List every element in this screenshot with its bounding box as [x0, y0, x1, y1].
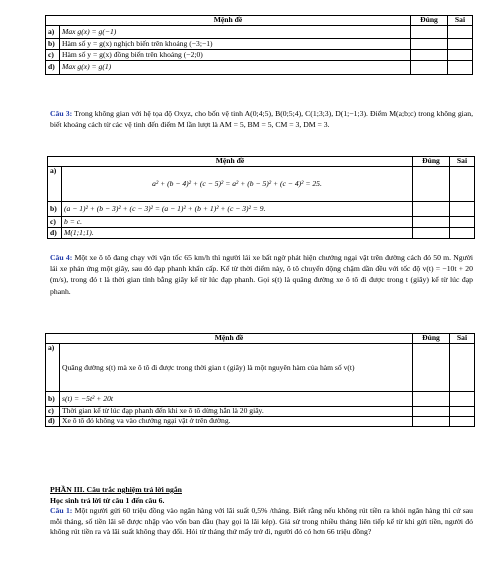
- statement-table-3: [45, 333, 475, 427]
- table-row: [48, 202, 475, 217]
- statement-text: Max g(x) = g(−1): [60, 26, 411, 39]
- true-checkbox[interactable]: [413, 407, 450, 417]
- table-row: [46, 392, 475, 407]
- table-header: Đúng: [413, 157, 450, 167]
- row-label: a): [46, 344, 60, 392]
- table-row: [46, 26, 473, 39]
- statement-text: (a − 1)² + (b − 3)² + (c − 3)² = (a − 1)² + (b + 1)² + (c − 3)² = 9.: [62, 202, 413, 217]
- statement-text: Hàm số y = g(x) nghịch biến trên khoảng (−3;−1): [60, 39, 411, 50]
- false-checkbox[interactable]: [450, 228, 475, 239]
- table-header: Sai: [450, 157, 475, 167]
- true-checkbox[interactable]: [413, 228, 450, 239]
- false-checkbox[interactable]: [450, 392, 475, 407]
- true-checkbox[interactable]: [413, 202, 450, 217]
- false-checkbox[interactable]: [448, 26, 473, 39]
- question-text: Một người gửi 60 triệu đồng vào ngân hàng với lãi suất 0,5% /tháng. Biết rằng nếu không rút tiền ra khỏi ngân hàng thì cứ sau mỗi tháng, số tiền lãi sẽ được nhập vào vốn ban đầu (hay gọi là lãi kép). Giả sử trong nhiều tháng liên tiếp kể từ khi gửi tiền, người đó không rút tiền ra và lãi suất không thay đổi. Hỏi từ tháng thứ mấy trở đi, người đó có hơn 66 triệu đồng?: [50, 506, 473, 536]
- table-row: [46, 50, 473, 61]
- question-label: Câu 4:: [50, 253, 73, 262]
- statement-text: Quãng đường s(t) mà xe ô tô đi được trong thời gian t (giây) là một nguyên hàm của hàm số v(t): [60, 344, 413, 392]
- table-header: Sai: [448, 16, 473, 26]
- section-heading: PHẦN III. Câu trắc nghiệm trả lời ngắn: [50, 485, 182, 494]
- row-label: a): [46, 26, 60, 39]
- table-row: [46, 61, 473, 75]
- row-label: b): [46, 39, 60, 50]
- row-label: c): [46, 407, 60, 417]
- statement-table-2: [47, 156, 475, 239]
- table-row: [48, 217, 475, 228]
- row-label: d): [46, 417, 60, 427]
- true-checkbox[interactable]: [413, 417, 450, 427]
- row-label: c): [48, 217, 62, 228]
- false-checkbox[interactable]: [448, 61, 473, 75]
- statement-text: a² + (b − 4)² + (c − 5)² = a² + (b − 5)² + (c − 4)² = 25.: [62, 167, 413, 202]
- false-checkbox[interactable]: [450, 202, 475, 217]
- table-row: [46, 407, 475, 417]
- table-row: [46, 39, 473, 50]
- table-header: Sai: [450, 334, 475, 344]
- question-label: Câu 1:: [50, 506, 73, 515]
- statement-text: Hàm số y = g(x) đồng biến trên khoảng (−2;0): [60, 50, 411, 61]
- table-header: Đúng: [413, 334, 450, 344]
- true-checkbox[interactable]: [413, 217, 450, 228]
- false-checkbox[interactable]: [448, 50, 473, 61]
- table-row: [48, 228, 475, 239]
- question-4: [50, 252, 473, 297]
- statement-table-1: [45, 15, 473, 75]
- false-checkbox[interactable]: [450, 167, 475, 202]
- table-row: [46, 417, 475, 427]
- true-checkbox[interactable]: [413, 167, 450, 202]
- true-checkbox[interactable]: [411, 39, 448, 50]
- row-label: b): [48, 202, 62, 217]
- false-checkbox[interactable]: [448, 39, 473, 50]
- row-label: c): [46, 50, 60, 61]
- table-row: [48, 167, 475, 202]
- false-checkbox[interactable]: [450, 417, 475, 427]
- row-label: d): [48, 228, 62, 239]
- row-label: a): [48, 167, 62, 202]
- false-checkbox[interactable]: [450, 407, 475, 417]
- statement-text: Xe ô tô đó không va vào chướng ngại vật ở trên đường.: [60, 417, 413, 427]
- true-checkbox[interactable]: [411, 50, 448, 61]
- statement-text: M(1;1;1).: [62, 228, 413, 239]
- section-subheading: Học sinh trả lời từ câu 1 đến câu 6.: [50, 495, 165, 505]
- table-row: [46, 344, 475, 392]
- true-checkbox[interactable]: [413, 392, 450, 407]
- question-1: [50, 506, 473, 538]
- statement-text: Max g(x) = g(1): [60, 61, 411, 75]
- question-label: Câu 3:: [50, 109, 73, 118]
- statement-text: Thời gian kể từ lúc đạp phanh đến khi xe ô tô dừng hẳn là 20 giây.: [60, 407, 413, 417]
- true-checkbox[interactable]: [411, 26, 448, 39]
- false-checkbox[interactable]: [450, 217, 475, 228]
- row-label: b): [46, 392, 60, 407]
- table-header: Đúng: [411, 16, 448, 26]
- table-header: Mệnh đề: [46, 334, 413, 344]
- true-checkbox[interactable]: [413, 344, 450, 392]
- false-checkbox[interactable]: [450, 344, 475, 392]
- true-checkbox[interactable]: [411, 61, 448, 75]
- table-header: Mệnh đề: [46, 16, 411, 26]
- statement-text: b = c.: [62, 217, 413, 228]
- question-text: Trong không gian với hệ tọa độ Oxyz, cho bốn vệ tinh A(0;4;5), B(0;5;4), C(1;3;3), D(1;−1;3). Điểm M(a;b;c) trong không gian, biết khoảng cách từ các vệ tinh đến điểm M lần lượt là AM = 5, BM = 5, CM = 3, DM = 3.: [50, 109, 473, 130]
- table-header: Mệnh đề: [48, 157, 413, 167]
- row-label: d): [46, 61, 60, 75]
- statement-text: s(t) = −5t² + 20t: [60, 392, 413, 407]
- question-3: [50, 108, 473, 130]
- part-3-section: [50, 485, 473, 538]
- question-text: Một xe ô tô đang chạy với vận tốc 65 km/h thì người lái xe bất ngờ phát hiện chướng ngại vật trên đường cách đó 50 m. Người lái xe phản ứng một giây, sau đó đạp phanh khẩn cấp. Kể từ thời điểm này, ô tô chuyển động chậm dần đều với tốc độ v(t) = −10t + 20 (m/s), trong đó t là thời gian tính bằng giây kể từ lúc đạp phanh. Gọi s(t) là quãng đường xe ô tô đi được trong t (giây) kể từ lúc đạp phanh.: [50, 253, 473, 296]
